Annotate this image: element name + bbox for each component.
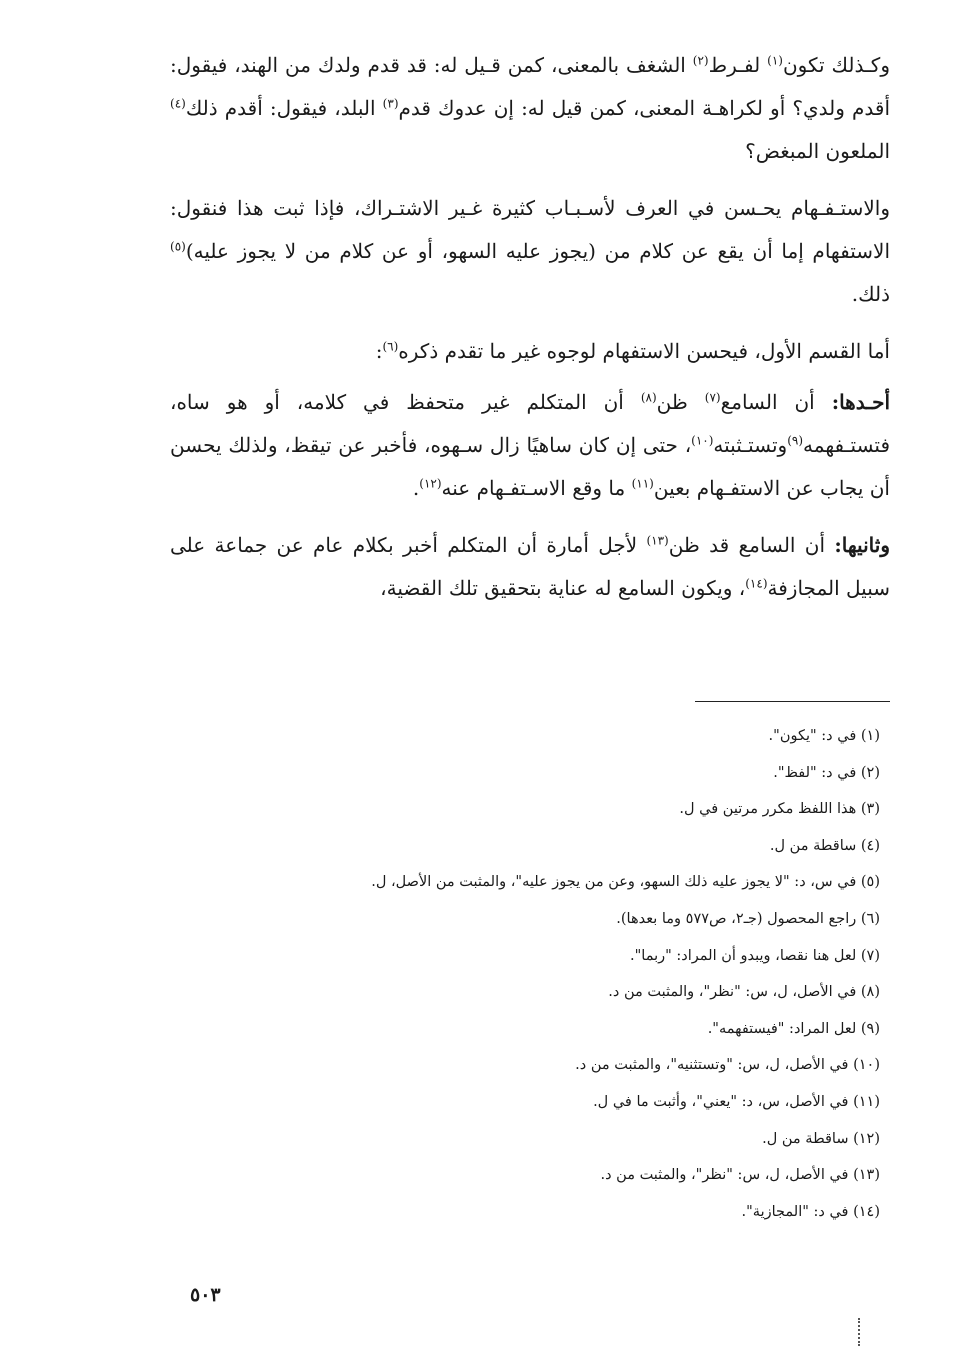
footnote-ref: (٢) [692, 53, 709, 68]
text-run: أن السامع [720, 390, 832, 414]
text-run: وكـذلك تكون [782, 53, 890, 77]
footnote: (١٤) في د: "المجازية". [741, 1203, 880, 1220]
footnote: (١٣) في الأصل، ل، س: "نظر"، والمثبت من د. [600, 1167, 880, 1184]
text-run: البلد، فيقول: أقدم ذلك [185, 96, 383, 120]
scan-edge-mark [858, 1318, 860, 1346]
footnote-separator [695, 701, 890, 702]
footnote: (٥) في س، د: "لا يجوز عليه ذلك السهو، وعن من يجوز عليه"، والمثبت من الأصل، ل. [371, 874, 880, 891]
text-run: لأجل أمارة أن المتكلم أخبر بكلام عام عن جماعة على سبيل المجازفة [170, 533, 890, 600]
footnote: (٧) لعل هنا نقصا، ويبدو أن المراد: "ربما". [630, 947, 880, 964]
footnote-ref: (١١) [631, 476, 654, 491]
text-run: ، ويكون السامع له عناية بتحقيق تلك القضية، [380, 576, 746, 600]
paragraph [170, 330, 890, 373]
paragraph [170, 381, 890, 510]
paragraph [170, 44, 890, 173]
paragraph [170, 524, 890, 610]
footnote: (٤) ساقطة من ل. [769, 837, 880, 854]
footnote: (١) في د: "يكون". [768, 728, 880, 744]
text-run: الشغف بالمعنى، كمن قـيل له: قد قدم ولدك من الهند، فيقول: أقدم ولدي؟ أو لكراهـة المعنى، كمن قيل له: إن عدوك قدم [170, 53, 890, 120]
text-run: الملعون المبغض؟ [745, 139, 890, 163]
paragraph-lead: أحـدها: [831, 390, 891, 414]
footnote-ref: (١٣) [646, 533, 669, 548]
footnote-ref: (٩) [787, 433, 804, 448]
text-run: أما القسم الأول، فيحسن الاستفهام لوجوه غير ما تقدم ذكره [398, 339, 890, 363]
main-text [170, 44, 890, 624]
footnote-ref: (١٠) [691, 433, 714, 448]
text-run: ما وقع الاسـتفـهام عنه [441, 476, 632, 500]
footnote-ref: (٨) [640, 390, 657, 405]
text-run: لفـرط [708, 53, 768, 77]
footnote: (١٠) في الأصل، ل، س: "وتستثنيه"، والمثبت من د. [575, 1057, 880, 1074]
footnote: (٩) لعل المراد: "فيستفهمه". [707, 1020, 880, 1037]
text-run: وتستـثبته [713, 433, 788, 457]
footnote: (٨) في الأصل، ل، س: "نظر"، والمثبت من د. [608, 984, 880, 1001]
footnote-ref: (٣) [382, 96, 399, 111]
footnote-ref: (١) [767, 53, 783, 68]
text-run: ذلك. [851, 282, 890, 306]
footnote-ref: (٧) [704, 390, 721, 405]
footnote-ref: (٥) [170, 239, 186, 254]
footnote-ref: (٤) [170, 96, 186, 111]
footnote: (٦) راجع المحصول (جـ٢، ص٥٧٧ وما بعدها). [616, 910, 880, 927]
footnote: (٢) في د: "لفظ". [773, 764, 880, 781]
footnote-ref: (١٢) [419, 476, 442, 491]
footnote: (١١) في الأصل، س، د: "يعني"، وأثبت ما في ل. [593, 1093, 880, 1110]
text-run: والاستـفـهام يحـسن في العرف لأسـبـاب كثيرة غـير الاشتـراك، فإذا ثبت هذا فنقول: الاستفهام إما أن يقع عن كلام من (يجوز عليه السهو، أو عن كلام من لا يجوز عليه) [170, 196, 890, 263]
footnote-ref: (١٤) [745, 576, 768, 591]
footnote: (١٢) ساقطة من ل. [762, 1130, 880, 1147]
text-run: أن السامع قد ظن [668, 533, 835, 557]
text-run: ، حتى إن كان ساهيًا زال سـهوه، فأخبر عن تيقظ، ولذلك يحسن أن يجاب عن الاستفـهام بعين [170, 433, 890, 500]
text-run: : [375, 339, 383, 363]
footnote-ref: (٦) [382, 339, 399, 354]
paragraph-lead: وثانيها: [834, 533, 890, 557]
text-run: أن المتكلم غير متحفظ في كلامه، أو هو ساه، فتستـفهمه [170, 390, 890, 457]
footnotes [150, 718, 880, 1230]
footnote: (٣) هذا اللفظ مكرر مرتين في ل. [679, 801, 880, 818]
text-run: ظن [656, 390, 705, 414]
page-number: ٥٠٣ [190, 1284, 221, 1306]
text-run: . [412, 476, 420, 500]
paragraph [170, 187, 890, 316]
